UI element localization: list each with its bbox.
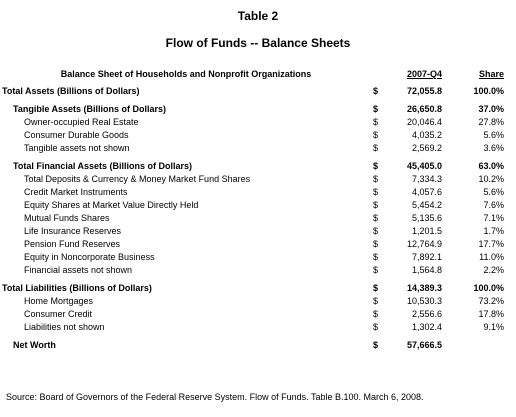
column-header-label: Balance Sheet of Households and Nonprofit Organizations: [60, 69, 312, 79]
row-share: 100.0%: [473, 283, 504, 293]
table-row: [0, 264, 516, 277]
column-header-period: 2007-Q4: [406, 69, 442, 79]
row-label: Equity Shares at Market Value Directly Held: [24, 200, 199, 210]
row-currency: $: [373, 309, 379, 319]
row-label: Consumer Durable Goods: [24, 130, 129, 140]
row-label: Mutual Funds Shares: [24, 213, 110, 223]
table-row: [0, 129, 516, 142]
row-value: 2,569.2: [411, 143, 442, 153]
row-share: 7.1%: [483, 213, 504, 223]
row-currency: $: [373, 252, 379, 262]
row-value: 10,530.3: [406, 296, 442, 306]
row-currency: $: [373, 174, 379, 184]
row-label: Total Financial Assets (Billions of Dollars): [13, 161, 193, 171]
row-value: 12,764.9: [406, 239, 442, 249]
row-currency: $: [373, 130, 379, 140]
row-value: 14,389.3: [406, 283, 442, 293]
row-share: 100.0%: [473, 86, 504, 96]
row-currency: $: [373, 86, 379, 96]
row-currency: $: [373, 143, 379, 153]
row-currency: $: [373, 104, 379, 114]
row-currency: $: [373, 322, 379, 332]
row-label: Liabilities not shown: [24, 322, 105, 332]
table-row: [0, 295, 516, 308]
row-currency: $: [373, 239, 379, 249]
table-row: [0, 199, 516, 212]
row-label: Home Mortgages: [24, 296, 94, 306]
row-currency: $: [373, 226, 379, 236]
row-share: 11.0%: [479, 252, 504, 262]
row-value: 5,454.2: [411, 200, 442, 210]
row-value: 2,556.6: [411, 309, 442, 319]
row-label: Credit Market Instruments: [24, 187, 128, 197]
row-value: 20,046.4: [406, 117, 442, 127]
table-row: [0, 116, 516, 129]
table-subtitle: Flow of Funds -- Balance Sheets: [165, 36, 351, 50]
row-label: Financial assets not shown: [24, 265, 133, 275]
row-share: 7.6%: [483, 200, 504, 210]
row-label: Owner-occupied Real Estate: [24, 117, 139, 127]
table-row: [0, 339, 516, 352]
row-currency: $: [373, 117, 379, 127]
row-label: Consumer Credit: [24, 309, 93, 319]
table-row: [0, 251, 516, 264]
row-share: 27.8%: [478, 117, 504, 127]
row-share: 9.1%: [483, 322, 504, 332]
row-currency: $: [373, 213, 379, 223]
row-share: 1.7%: [483, 226, 504, 236]
row-currency: $: [373, 200, 379, 210]
row-label: Total Deposits & Currency & Money Market Fund Shares: [24, 174, 251, 184]
table-row: [0, 160, 516, 173]
row-label: Net Worth: [13, 340, 56, 350]
table-row: [0, 103, 516, 116]
row-currency: $: [373, 296, 379, 306]
table-row: [0, 212, 516, 225]
row-label: Life Insurance Reserves: [24, 226, 122, 236]
row-value: 45,405.0: [406, 161, 442, 171]
table-row: [0, 238, 516, 251]
row-label: Tangible assets not shown: [24, 143, 130, 153]
row-share: 5.6%: [483, 130, 504, 140]
row-label: Total Liabilities (Billions of Dollars): [2, 283, 152, 293]
row-value: 72,055.8: [406, 86, 442, 96]
table-row: [0, 321, 516, 334]
row-label: Total Assets (Billions of Dollars): [2, 86, 140, 96]
row-currency: $: [373, 187, 379, 197]
row-label: Pension Fund Reserves: [24, 239, 121, 249]
column-header-share: Share: [478, 69, 504, 79]
row-share: 3.6%: [483, 143, 504, 153]
table-row: [0, 85, 516, 98]
row-share: 2.2%: [483, 265, 504, 275]
table-row: [0, 186, 516, 199]
row-value: 1,302.4: [411, 322, 442, 332]
table-row: [0, 308, 516, 321]
row-share: 17.7%: [478, 239, 504, 249]
row-value: 4,035.2: [411, 130, 442, 140]
row-currency: $: [373, 265, 379, 275]
row-currency: $: [373, 161, 379, 171]
table-row: [0, 225, 516, 238]
row-value: 26,650.8: [406, 104, 442, 114]
row-label: Equity in Noncorporate Business: [24, 252, 155, 262]
row-value: 57,666.5: [406, 340, 442, 350]
row-share: 63.0%: [478, 161, 504, 171]
row-label: Tangible Assets (Billions of Dollars): [13, 104, 167, 114]
row-currency: $: [373, 340, 379, 350]
row-value: 7,334.3: [411, 174, 442, 184]
row-value: 1,564.8: [411, 265, 442, 275]
table-row: [0, 282, 516, 295]
table-row: [0, 173, 516, 186]
table-title: Table 2: [237, 9, 279, 23]
row-value: 1,201.5: [411, 226, 442, 236]
row-share: 37.0%: [478, 104, 504, 114]
source-note: Source: Board of Governors of the Federal Reserve System. Flow of Funds. Table B.100. March 6, 2008.: [6, 392, 424, 402]
row-value: 7,892.1: [411, 252, 442, 262]
row-currency: $: [373, 283, 379, 293]
balance-sheet-table: [0, 85, 516, 352]
row-value: 4,057.6: [411, 187, 442, 197]
table-row: [0, 142, 516, 155]
row-value: 5,135.6: [411, 213, 442, 223]
row-share: 73.2%: [478, 296, 504, 306]
row-share: 17.8%: [478, 309, 504, 319]
row-share: 10.2%: [478, 174, 504, 184]
row-share: 5.6%: [483, 187, 504, 197]
